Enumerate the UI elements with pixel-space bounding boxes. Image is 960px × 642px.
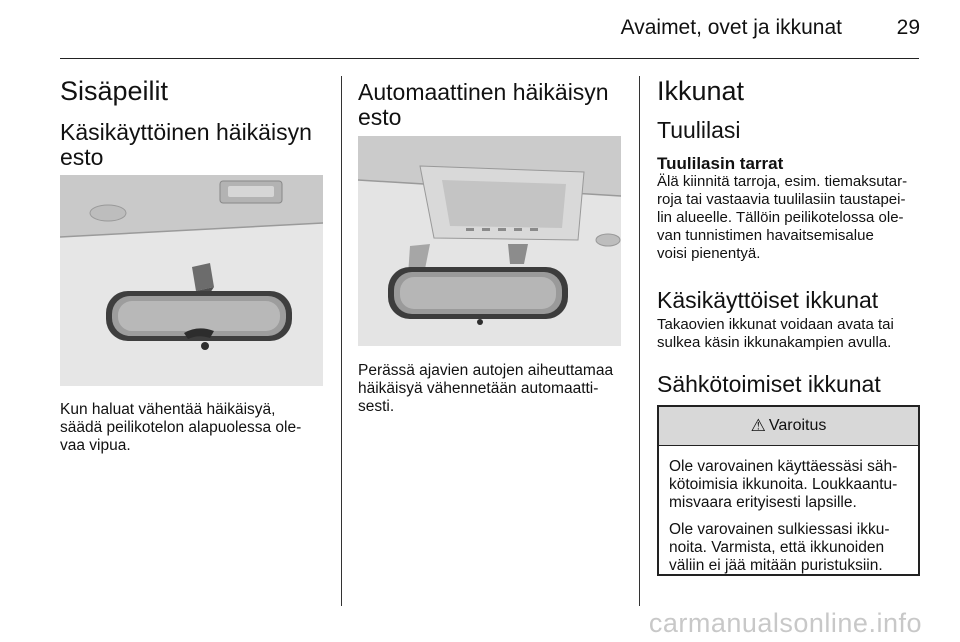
warning-paragraph-1: Ole varovainen käyttäessäsi säh- kötoimisia ikkunoita. Loukkaantu- misvaara erityisesti lapsille.: [669, 458, 898, 511]
subheading-auto-antiglare: Automaattinen häikäisyn esto: [358, 79, 609, 130]
subheading-manual-windows: Käsikäyttöiset ikkunat: [657, 287, 879, 313]
header-rule: [60, 58, 919, 59]
page-number: 29: [896, 16, 920, 39]
windscreen-stickers-text: Älä kiinnitä tarroja, esim. tiemaksutar- roja tai vastaavia tuulilasiin taustapei- lin alueelle. Tällöin peilikotelossa ole- van tunnistimen havaitsemisalue voisi pienentyä.: [657, 173, 908, 262]
column-divider-1: [341, 76, 342, 606]
warning-title: Varoitus: [768, 417, 827, 434]
auto-antiglare-caption: Perässä ajavien autojen aiheuttamaa häikäisyä vähennetään automaatti- sesti.: [358, 362, 614, 415]
warning-triangle-icon: ⚠: [750, 416, 766, 435]
watermark: carmanualsonline.info: [648, 608, 922, 638]
auto-mirror-illustration: [358, 136, 621, 346]
column-divider-2: [639, 76, 640, 606]
manual-windows-text: Takaovien ikkunat voidaan avata tai sulkea käsin ikkunakampien avulla.: [657, 316, 894, 351]
subheading-windscreen: Tuulilasi: [657, 117, 741, 143]
subheading-power-windows: Sähkötoimiset ikkunat: [657, 371, 881, 397]
warning-header: [659, 407, 918, 446]
section-heading-mirrors: Sisäpeilit: [60, 76, 169, 106]
subheading-manual-antiglare: Käsikäyttöinen häikäisyn esto: [60, 119, 312, 170]
section-heading-windows: Ikkunat: [657, 76, 745, 106]
subheading-windscreen-stickers: Tuulilasin tarrat: [657, 154, 784, 173]
manual-mirror-illustration: [60, 175, 323, 386]
warning-body: [659, 446, 918, 594]
warning-box: [657, 405, 920, 576]
warning-paragraph-2: Ole varovainen sulkiessasi ikku- noita. Varmista, että ikkunoiden väliin ei jää mitään puristuksiin.: [669, 521, 890, 574]
running-header: Avaimet, ovet ja ikkunat: [620, 16, 842, 39]
manual-antiglare-caption: Kun haluat vähentää häikäisyä, säädä peilikotelon alapuolessa ole- vaa vipua.: [60, 401, 302, 454]
